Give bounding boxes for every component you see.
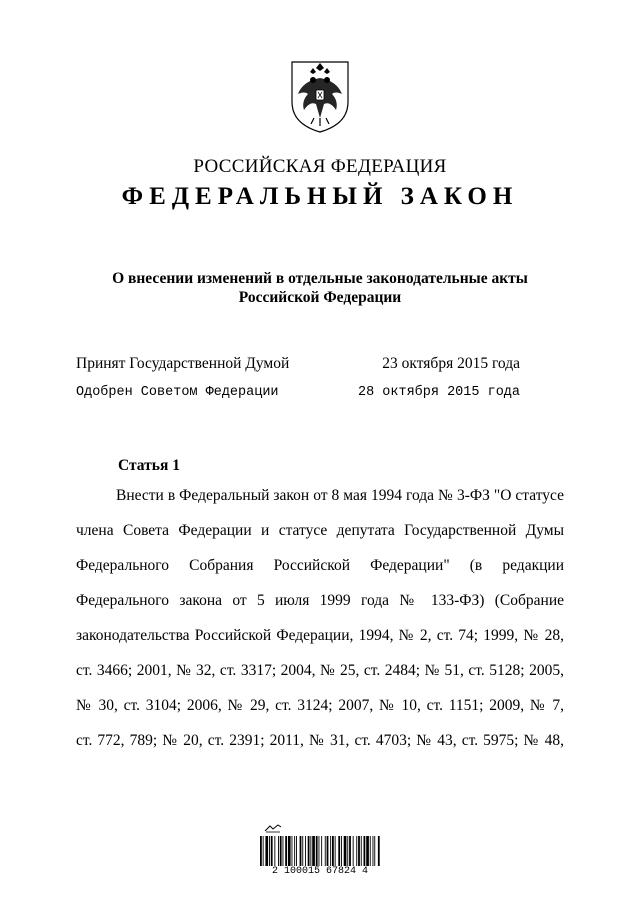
adoption-council-row xyxy=(76,385,520,405)
article-body xyxy=(76,485,564,765)
council-approval-date: 28 октября 2015 года xyxy=(357,385,520,400)
article-line: законодательства Российской Федерации, 1994, № 2, ст. 74; 1999, № 28, xyxy=(76,627,564,644)
duma-adoption-date: 23 октября 2015 года xyxy=(382,355,520,372)
barcode xyxy=(258,824,382,882)
barcode-bars-icon xyxy=(258,836,382,866)
law-title-line-2: Российской Федерации xyxy=(238,289,402,306)
article-line: члена Совета Федерации и статусе депутата Государственной Думы xyxy=(76,522,564,539)
article-line: Федерального Собрания Российской Федерации" (в редакции xyxy=(76,557,564,574)
barcode-mark-icon xyxy=(264,824,282,833)
council-approval-label: Одобрен Советом Федерации xyxy=(76,385,279,400)
article-line: № 30, ст. 3104; 2006, № 29, ст. 3124; 2007, № 10, ст. 1151; 2009, № 7, xyxy=(76,697,564,714)
law-title-line-1: О внесении изменений в отдельные законодательные акты xyxy=(112,270,528,287)
article-line: ст. 772, 789; № 20, ст. 2391; 2011, № 31, ст. 4703; № 43, ст. 5975; № 48, xyxy=(76,732,564,749)
barcode-number: 2 100015 67824 4 xyxy=(271,866,368,877)
russian-coat-of-arms-icon xyxy=(288,58,352,134)
law-title xyxy=(0,269,640,307)
duma-adoption-label: Принят Государственной Думой xyxy=(76,355,290,372)
article-line: ст. 3466; 2001, № 32, ст. 3317; 2004, № 25, ст. 2484; № 51, ст. 5128; 2005, xyxy=(76,662,564,679)
article-heading: Статья 1 xyxy=(118,457,180,474)
document-type: ФЕДЕРАЛЬНЫЙ ЗАКОН xyxy=(121,183,519,210)
adoption-duma-row xyxy=(76,355,520,375)
article-line: Внести в Федеральный закон от 8 мая 1994 года № 3-ФЗ "О статусе xyxy=(116,487,564,504)
country-name: РОССИЙСКАЯ ФЕДЕРАЦИЯ xyxy=(193,156,447,177)
article-line: Федерального закона от 5 июля 1999 года № 133-ФЗ) (Собрание xyxy=(76,592,564,609)
